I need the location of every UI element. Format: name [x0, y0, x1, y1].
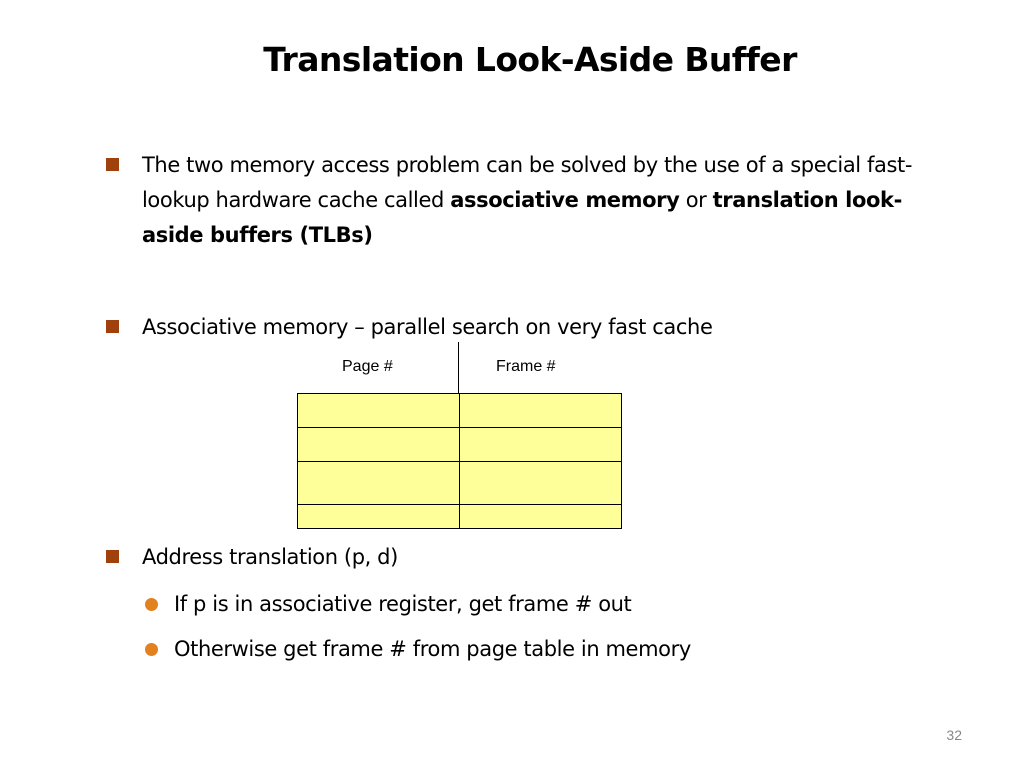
round-bullet-icon — [145, 598, 158, 611]
term-tlb: translation look-aside buffers (TLBs) — [142, 188, 902, 247]
bullet-address-translation: Address translation (p, d) — [142, 545, 398, 569]
table-row — [298, 462, 622, 505]
page-cell — [298, 462, 460, 505]
round-bullet-icon — [145, 643, 158, 656]
page-cell — [298, 505, 460, 529]
square-bullet-icon — [106, 158, 119, 171]
frame-cell — [460, 505, 622, 529]
square-bullet-icon — [106, 320, 119, 333]
sub-bullet-hit: If p is in associative register, get frame # out — [174, 592, 632, 616]
bullet-associative-memory: Associative memory – parallel search on very fast cache — [142, 315, 713, 339]
slide-title: Translation Look-Aside Buffer — [263, 40, 797, 79]
table-row — [298, 428, 622, 462]
page-cell — [298, 428, 460, 462]
table-row — [298, 505, 622, 529]
frame-cell — [460, 462, 622, 505]
square-bullet-icon — [106, 550, 119, 563]
bullet-tlb-definition — [142, 148, 942, 253]
tlb-table — [297, 393, 622, 529]
term-associative-memory: associative memory — [450, 188, 680, 212]
bullet-text: or — [679, 188, 713, 212]
frame-cell — [460, 428, 622, 462]
table-row — [298, 394, 622, 428]
sub-bullet-miss: Otherwise get frame # from page table in memory — [174, 637, 691, 661]
page-cell — [298, 394, 460, 428]
frame-cell — [460, 394, 622, 428]
bullet-text: The two memory access problem can be solved by the use of a special fast-lookup hardware cache called — [142, 153, 913, 212]
column-divider — [458, 342, 459, 394]
column-header-page: Page # — [342, 358, 393, 375]
page-number: 32 — [946, 727, 962, 743]
column-header-frame: Frame # — [496, 358, 556, 375]
